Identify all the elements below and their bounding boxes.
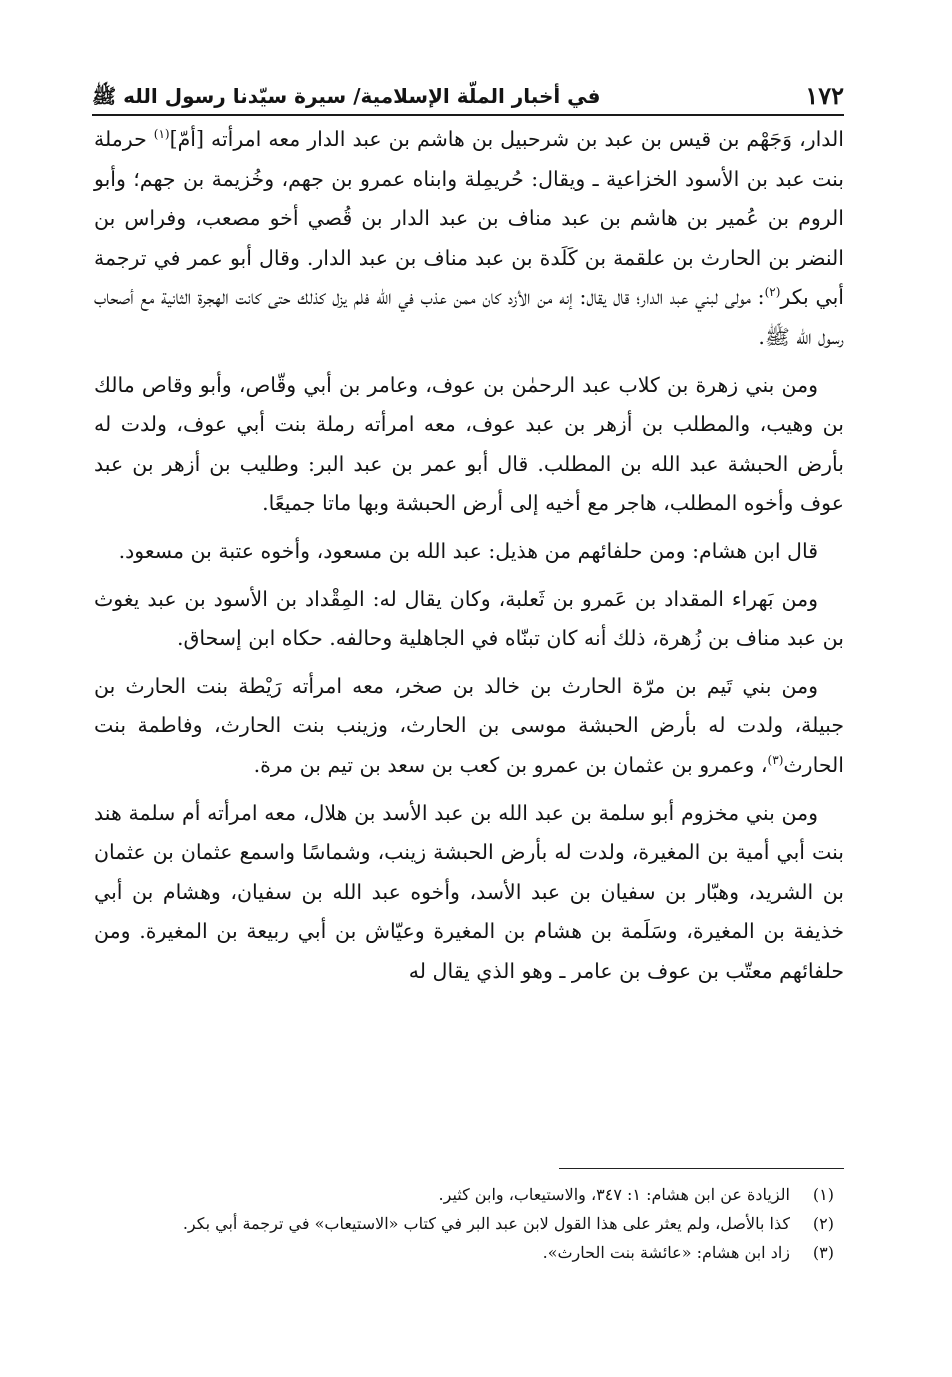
- paragraph-text: : مولى لبني عبد الدار؛ قال يقال: إنه من الأزد كان ممن عذب في الله فلم يزل كذلك حتى كانت الهجرة الثانية مع أصحاب رسول الله ﷺ.: [94, 285, 844, 349]
- footnote-number: (٢): [812, 1214, 834, 1233]
- footnote: [94, 1209, 834, 1238]
- paragraph-text: الدار، وَجَهْم بن قيس بن عبد بن شرحبيل بن هاشم بن عبد الدار معه امرأته [أمّ]: [169, 127, 844, 151]
- paragraph: [94, 667, 844, 786]
- footnote-text: الزيادة عن ابن هشام: ١: ٣٤٧، والاستيعاب، وابن كثير.: [438, 1185, 790, 1204]
- footnote-text: كذا بالأصل، ولم يعثر على هذا القول لابن عبد البر في كتاب «الاستيعاب» في ترجمة أبي بكر.: [182, 1214, 790, 1233]
- page-number: ١٧٢: [805, 81, 844, 110]
- paragraph-text: ومن بني زهرة بن كلاب عبد الرحمٰن بن عوف، وعامر بن أبي وقّاص، وأبو وقاص مالك بن وهيب، والمطلب بن أزهر بن عبد عوف، معه امرأته رملة بنت أبي عوف، ولدت له بأرض الحبشة عبد الله بن المطلب. قال أبو عمر بن عبد البر: وطليب بن أزهر بن عبد عوف وأخوه المطلب، هاجر مع أخيه إلى أرض الحبشة وبها ماتا جميعًا.: [94, 372, 844, 516]
- footnote: [94, 1238, 834, 1267]
- footnote-marker: (٣): [767, 753, 784, 768]
- footnote-number: (١): [812, 1185, 834, 1204]
- running-title: في أخبار الملّة الإسلامية/ سيرة سيّدنا رسول الله ﷺ: [92, 84, 601, 108]
- paragraph-text: ومن بني مخزوم أبو سلمة بن عبد الله بن عبد الأسد بن هلال، معه امرأته أم سلمة هند بنت أبي أمية بن المغيرة، ولدت له بأرض الحبشة زينب، وشماسًا واسمع عثمان بن عثمان بن الشريد، وهبّار بن سفيان بن عبد الأسد، وأخوه عبد الله بن سفيان، وهشام بن أبي خذيفة بن المغيرة، وسَلَمة بن هشام بن المغيرة وعيّاش بن أبي ربيعة بن المغيرة. ومن حلفائهم معتّب بن عوف بن عامر ـ وهو الذي يقال له: [94, 800, 844, 983]
- footnotes: [94, 1180, 834, 1267]
- paragraph-text: ومن بَهراء المقداد بن عَمرو بن ثَعلبة، وكان يقال له: المِقْداد بن الأسود بن عبد يغوث بن عبد مناف بن زُهرة، ذلك أنه كان تبنّاه في الجاهلية وحالفه. حكاه ابن إسحاق.: [94, 586, 844, 651]
- paragraph: [94, 366, 844, 524]
- paragraph-text: ومن بني تَيم بن مرّة الحارث بن خالد بن صخر، معه امرأته رَيْطة بنت الحارث بن جبيلة، ولدت له بأرض الحبشة موسى بن الحارث، وزينب بنت الحارث، وفاطمة بنت الحارث: [94, 673, 844, 777]
- body-text: [94, 120, 844, 991]
- paragraph-text: قال ابن هشام: ومن حلفائهم من هذيل: عبد الله بن مسعود، وأخوه عتبة بن مسعود.: [118, 538, 818, 563]
- paragraph: [94, 120, 844, 358]
- paragraph-text: ، وعمرو بن عثمان بن عمرو بن كعب بن سعد بن تيم بن مرة.: [253, 752, 768, 777]
- page-header: [92, 66, 844, 116]
- footnote-number: (٣): [812, 1243, 834, 1262]
- paragraph-text: حرملة بنت عبد بن الأسود الخزاعية ـ ويقال: حُريمِلة وابناه عمرو بن جهم، وخُزيمة بن جهم؛ وأبو الروم بن عُمير بن هاشم بن عبد مناف بن عبد الدار بن قُصي أخو مصعب، وفراس بن النضر بن الحارث بن علقمة بن كَلَدة بن عبد مناف بن عبد الدار. وقال أبو عمر في ترجمة أبي بكر: [94, 127, 845, 310]
- paragraph: [94, 580, 844, 659]
- footnote-marker: (١): [153, 127, 170, 142]
- footnote-text: زاد ابن هشام: «عائشة بنت الحارث».: [542, 1243, 790, 1262]
- footnote-separator: [559, 1168, 844, 1169]
- footnote: [94, 1180, 834, 1209]
- paragraph: [94, 532, 844, 572]
- paragraph: [94, 794, 844, 992]
- footnote-marker: (٢): [764, 285, 781, 300]
